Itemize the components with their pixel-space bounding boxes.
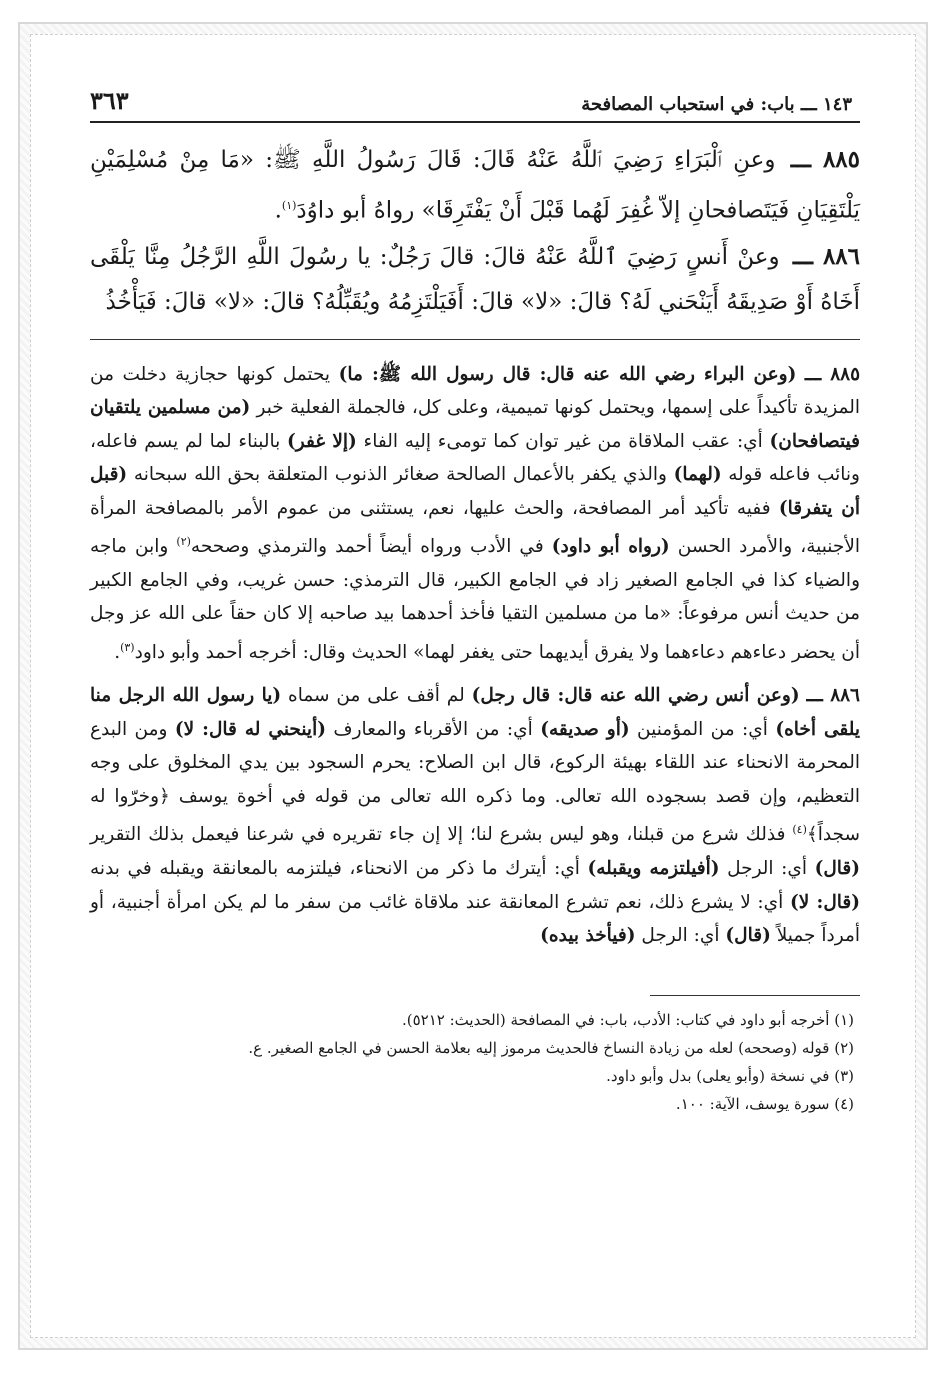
page-number: ٣٦٣ [90, 86, 129, 115]
commentary-text: أي: عقب الملاقاة من غير توان كما تومىء إليه الفاء [356, 430, 770, 452]
hadith-body: وعنْ أَنسٍ رَضِيَ ٱللَّهُ عَنْهُ قالَ: قالَ رَجُلٌ: يا رسُولَ اللَّهِ الرَّجُلُ مِنَّا يَلْقَى أَخَاهُ أَوْ صَدِيقَهُ أَيَنْحَني لَهُ؟ قالَ: «لا» قالَ: أَفَيَلْتَزِمُهُ ويُقَبِّلُهُ؟ قالَ: «لا» قالَ: فَيَأْخُذُ [90, 243, 860, 315]
quoted-text: (قبل أن يتفرقا) [90, 464, 860, 519]
hadith-text [90, 137, 860, 325]
hadith-number: ٨٨٥ ـــ [790, 146, 860, 173]
quoted-text: (أو صديقه) [540, 718, 630, 740]
commentary-text: في الأدب ورواه أيضاً أحمد والترمذي وصححه [190, 536, 552, 558]
quoted-text: (من مسلمين يلتقيان فيتصافحان) [90, 397, 860, 452]
footnotes-separator [650, 995, 860, 996]
footnote-ref[interactable]: (٤) [792, 823, 807, 837]
quoted-text: (فيأخذ بيده) [540, 925, 636, 947]
footnote-ref[interactable]: (١) [281, 199, 297, 212]
quoted-text: (وعن البراء رضي الله عنه قال: قال رسول الله ﷺ: ما) [338, 363, 797, 385]
commentary-number: ٨٨٦ ـــ [806, 685, 860, 707]
quoted-text: (يا رسول الله الرجل منا يلقى أخاه) [90, 685, 860, 740]
footnote-3: (٣) في نسخة (وأبو يعلى) بدل وأبو داود. [606, 1066, 854, 1085]
hadith-body: وعنِ ٱلْبَرَاءِ رَضِيَ ٱللَّهُ عَنْهُ قَالَ: قَالَ رَسُولُ اللَّهِ ﷺ: «مَا مِنْ مُسْلِمَيْنِ يَلْتَقِيَانِ فَيَتَصافحانِ إلاّ غُفِرَ لَهُما قَبْلَ أَنْ يَفْتَرِقَا» رواهُ أبو داوُدَ [90, 147, 860, 224]
commentary-text: فذلك شرع من قبلنا، وهو ليس بشرع لنا؛ إلا إن جاء تقريره في شرعنا فيعمل بذلك التقرير [90, 824, 793, 846]
footnotes [90, 1006, 860, 1118]
commentary-text: أي: الرجل [635, 925, 726, 947]
commentary-text: لم أقف على من سماه [281, 685, 472, 707]
commentary-text: بالبناء لما لم يسم فاعله، ونائب فاعله قوله [90, 430, 860, 486]
quoted-text: (أينحني له قال: لا) [174, 718, 326, 740]
footnote-4: (٤) سورة يوسف، الآية: ١٠٠. [675, 1094, 854, 1113]
quoted-text: (قال: لا) [789, 891, 861, 913]
quoted-text: (قال) [725, 925, 771, 947]
commentary-text: ففيه تأكيد أمر المصافحة، والحث عليها، نعم، يستثنى من عموم الأمر بالمصافحة المرأة الأجنبية، والأمرد الحسن [90, 497, 861, 558]
footnote-1: (١) أخرجه أبو داود في كتاب: الأدب، باب: في المصافحة (الحديث: ٥٢١٢). [401, 1010, 854, 1029]
footnote-ref[interactable]: (٢) [176, 535, 191, 549]
commentary-text: أي: الرجل [719, 858, 815, 880]
quoted-text: (لهما) [673, 464, 722, 486]
footnote-ref[interactable]: (٣) [120, 640, 135, 654]
commentary-text: أي: لا يشرع ذلك، نعم تشرع المعانقة عند ملاقاة غائب من سفر ما لم يكن امرأة أجنبية، أو أمرداً جميلاً [90, 891, 860, 947]
commentary-885: ٨٨٥ ـــ (وعن البراء رضي الله عنه قال: قال رسول الله ﷺ: ما) يحتمل كونها حجازية دخلت من المزيدة تأكيداً على إسمها، ويحتمل كونها تميمية، وعلى كل، فالجملة الفعلية خبر (من مسلمين يلتقيان فيتصافحان) أي: عقب الملاقاة من غير توان كما تومىء إليه الفاء (إلا غفر) بالبناء لما لم يسم فاعله، ونائب فاعله قوله (لهما) والذي يكفر بالأعمال الصالحة صغائر الذنوب المتعلقة بحق الله سبحانه (قبل أن يتفرقا) ففيه تأكيد أمر المصافحة، والحث عليها، نعم، يستثنى من عموم الأمر بالمصافحة المرأة الأجنبية، والأمرد الحسن (رواه أبو داود) في الأدب ورواه أيضاً أحمد والترمذي وصححه$^{(٢)}$ وابن ماجه والضياء كذا في الجامع الصغير زاد في الجامع الكبير، قال الترمذي: حسن غريب، وفي الجامع الكبير من حديث أنس مرفوعاً: «ما من مسلمين التقيا فأخذ أحدهما بيد صاحبه إلا كان حقاً على الله عز وجل أن يحضر دعاءهم دعاءهما ولا يفرق أيديهما حتى يغفر لهما» الحديث وقال: أخرجه أحمد وأبو داود$^{(٣)}$. [90, 363, 861, 663]
hadith-885: ٨٨٥ ـــ وعنِ ٱلْبَرَاءِ رَضِيَ ٱللَّهُ عَنْهُ قَالَ: قَالَ رَسُولُ اللَّهِ ﷺ: «مَا مِنْ مُسْلِمَيْنِ يَلْتَقِيَانِ فَيَتَصافحانِ إلاّ غُفِرَ لَهُما قَبْلَ أَنْ يَفْتَرِقَا» رواهُ أبو داوُدَ$^{(١)}$. [90, 146, 860, 224]
commentary-number: ٨٨٥ ـــ [804, 363, 861, 385]
hadith-886 [90, 234, 860, 325]
commentary-text: ومن البدع المحرمة الانحناء عند اللقاء بهيئة الركوع، قال ابن الصلاح: يحرم السجود بين يدي المخلوق على وجه التعظيم، وإن قصد بسجوده الله تعالى. وما ذكره الله تعالى من قوله في أخوة يوسف ﴿وخرّوا له سجداً﴾ [90, 718, 860, 846]
commentary-text: والذي يكفر بالأعمال الصالحة صغائر الذنوب المتعلقة بحق الله سبحانه [127, 464, 674, 486]
quoted-text: (أفيلتزمه ويقبله) [587, 858, 720, 880]
commentary-text: أي: أيترك ما ذكر من الانحناء، فيلتزمه بالمعانقة ويقبله في بدنه [90, 858, 588, 880]
quoted-text: (إلا غفر) [287, 430, 357, 452]
chapter-title: ١٤٣ ـــ باب: في استحباب المصافحة [581, 94, 852, 115]
running-header [90, 86, 860, 123]
book-page [90, 86, 860, 1118]
commentary-text: يحتمل كونها حجازية دخلت من المزيدة تأكيداً على إسمها، ويحتمل كونها تميمية، وعلى كل، فالجملة الفعلية خبر [90, 363, 861, 419]
hadith-number: ٨٨٦ ـــ [792, 242, 860, 270]
commentary-separator [90, 339, 860, 340]
commentary-886 [90, 679, 860, 952]
commentary-text: أن يحضر دعاءهم دعاءهما ولا يفرق أيديهما حتى يغفر لهما» الحديث وقال: أخرجه أحمد وأبو داود [134, 641, 860, 663]
commentary-text: أي: من الأقرباء والمعارف [325, 718, 541, 740]
commentary [90, 358, 860, 953]
commentary-text: أي: من المؤمنين [629, 718, 776, 740]
quoted-text: (وعن أنس رضي الله عنه قال: قال رجل) [471, 685, 800, 707]
footnote-2: (٢) قوله (وصححه) لعله من زيادة النساخ فالحديث مرموز إليه بعلامة الحسن في الجامع الصغير. ع. [248, 1038, 854, 1057]
commentary-text: وابن ماجه والضياء كذا في الجامع الصغير زاد في الجامع الكبير، قال الترمذي: حسن غريب، وفي الجامع الكبير من حديث أنس مرفوعاً: «ما من مسلمين التقيا فأخذ أحدهما بيد صاحبه إلا كان حقاً على الله عز وجل [90, 536, 860, 625]
quoted-text: (قال) [814, 858, 860, 880]
quoted-text: (رواه أبو داود) [551, 536, 670, 558]
